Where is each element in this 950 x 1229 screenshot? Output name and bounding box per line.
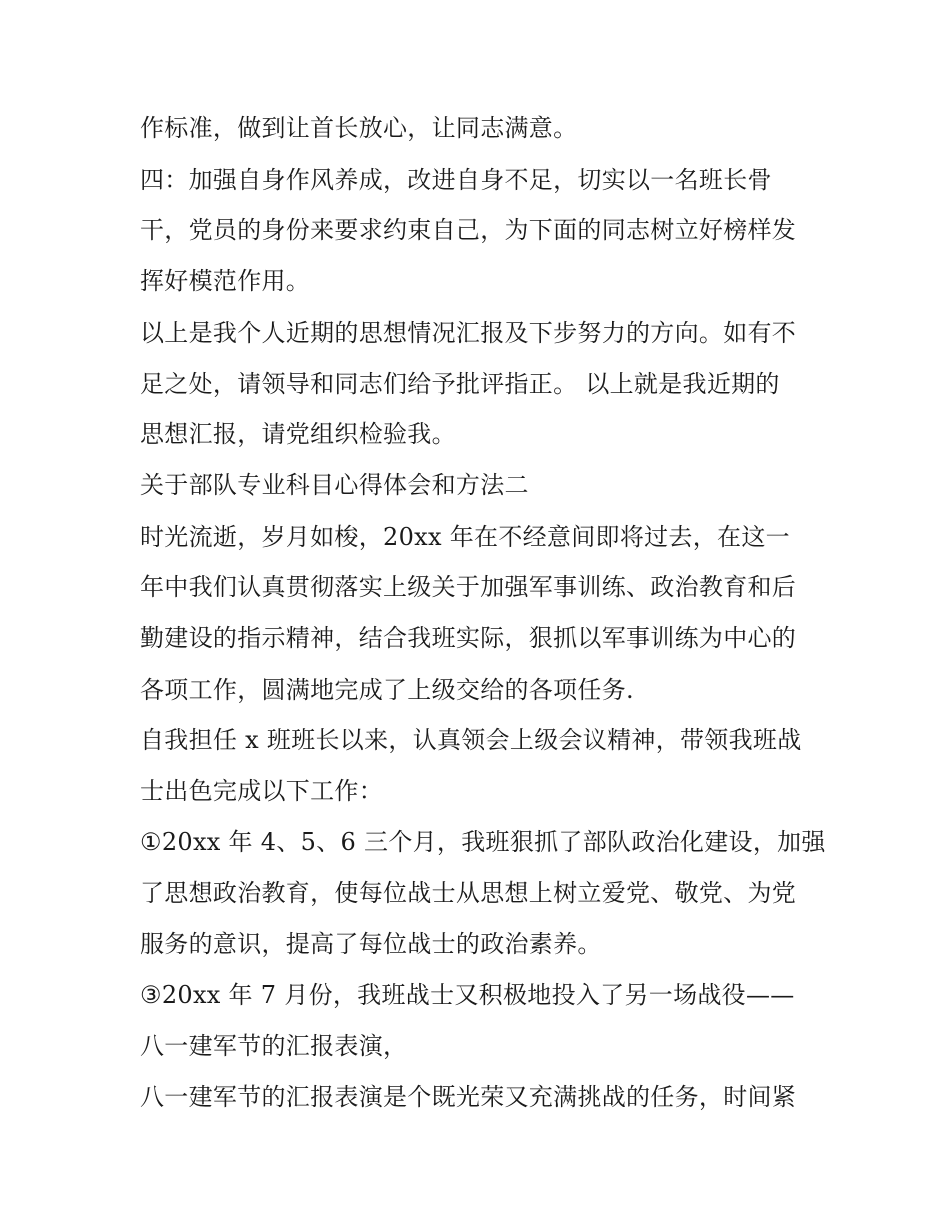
text-line: ③20xx 年 7 月份，我班战士又积极地投入了另一场战役—— (140, 981, 795, 1009)
text-line: 思想汇报，请党组织检验我。 (140, 420, 456, 448)
text-line: 了思想政治教育，使每位战士从思想上树立爱党、敬党、为党 (140, 879, 797, 907)
text-line: 干，党员的身份来要求约束自己，为下面的同志树立好榜样发 (140, 216, 797, 244)
section-heading: 关于部队专业科目心得体会和方法二 (140, 471, 529, 499)
text-line: 自我担任 x 班班长以来，认真领会上级会议精神，带领我班战 (140, 726, 802, 754)
text-line: 勤建设的指示精神，结合我班实际，狠抓以军事训练为中心的 (140, 624, 797, 652)
text-line: 八一建军节的汇报表演是个既光荣又充满挑战的任务，时间紧 (140, 1083, 797, 1111)
text-line: 八一建军节的汇报表演， (140, 1032, 408, 1060)
text-line: 四：加强自身作风养成，改进自身不足，切实以一名班长骨 (140, 166, 772, 194)
text-line: 足之处，请领导和同志们给予批评指正。 以上就是我近期的 (140, 370, 780, 398)
text-line: 各项工作，圆满地完成了上级交给的各项任务. (140, 676, 634, 704)
text-line: 作标准，做到让首长放心，让同志满意。 (140, 114, 578, 142)
text-line: 时光流逝，岁月如梭，20xx 年在不经意间即将过去，在这一 (140, 523, 790, 551)
text-line: 挥好模范作用。 (140, 267, 311, 295)
text-line: 年中我们认真贯彻落实上级关于加强军事训练、政治教育和后 (140, 573, 797, 601)
text-line: ①20xx 年 4、5、6 三个月，我班狠抓了部队政治化建设，加强 (140, 828, 826, 856)
text-line: 服务的意识，提高了每位战士的政治素养。 (140, 930, 602, 958)
text-line: 以上是我个人近期的思想情况汇报及下步努力的方向。如有不 (140, 319, 797, 347)
text-line: 士出色完成以下工作： (140, 777, 383, 805)
